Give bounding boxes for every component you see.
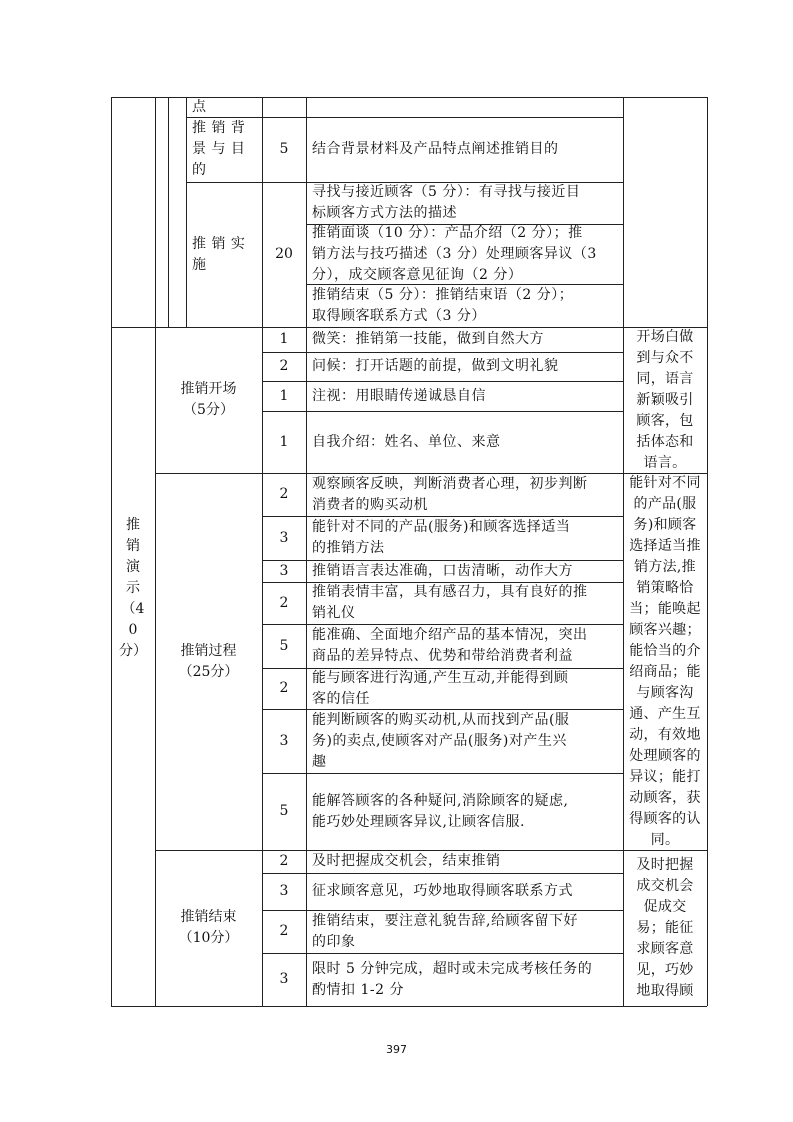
opening-note-line: 到与众不 <box>636 349 694 366</box>
table-border <box>262 97 263 1006</box>
opening-note-line: 开场白做 <box>636 328 694 345</box>
opening-row-desc <box>306 411 623 473</box>
process-row-desc-line: 能解答顾客的各种疑问,消除顾客的疑虑, <box>312 792 569 809</box>
process-row-desc-line: 能判断顾客的购买动机,从而找到产品(服 <box>312 711 570 728</box>
process-row-desc <box>306 624 623 668</box>
process-note-line: 与顾客沟 <box>636 684 694 701</box>
implementation-item-line: 标顾客方式方法的描述 <box>312 205 457 221</box>
closing-row-desc-line: 的印象 <box>312 933 356 950</box>
table-border <box>262 910 623 911</box>
table-border <box>262 381 623 382</box>
closing-note-line: 易；能征 <box>636 919 694 936</box>
closing-note <box>623 850 707 1006</box>
opening-note-line: 语言。 <box>643 454 687 471</box>
process-row-desc-line: 能巧妙处理顾客异议,让顾客信服. <box>312 813 525 830</box>
closing-row-desc-line: 酌情扣 1-2 分 <box>312 981 404 998</box>
process-row-desc <box>306 773 623 850</box>
opening-row-desc <box>306 327 623 352</box>
process-row-score <box>262 473 306 516</box>
item-implementation-score <box>262 182 306 327</box>
closing-note-line: 成交机会 <box>636 877 694 894</box>
item-implementation-name-line: 推 销 实 <box>192 235 246 252</box>
process-row-score <box>262 773 306 850</box>
closing-row-desc-line: 征求顾客意见，巧妙地取得顾客联系方式 <box>312 883 573 899</box>
implementation-item-line: 分），成交顾客意见征询（2 分） <box>312 266 523 283</box>
table-border <box>155 850 707 851</box>
process-note <box>623 473 707 850</box>
opening-row-score-line: 1 <box>279 331 289 347</box>
process-row-score-line: 3 <box>279 732 289 749</box>
table-border <box>186 97 187 327</box>
process-note-line: 处理顾客的 <box>629 747 701 764</box>
implementation-item-line: 销方法与技巧描述（3 分）处理顾客异议（3 <box>312 245 597 262</box>
demo-section-label-line: 示 <box>126 580 140 596</box>
process-row-score-line: 2 <box>279 594 289 611</box>
implementation-item-line: 寻找与接近顾客（5 分）：有寻找与接近目 <box>312 184 581 200</box>
demo-section-label-line: 分） <box>119 643 147 659</box>
process-row-score <box>262 624 306 668</box>
opening-row-desc-line: 问候：打开话题的前提，做到文明礼貌 <box>312 358 559 374</box>
closing-row-score <box>262 850 306 873</box>
opening-row-score-line: 1 <box>279 387 289 404</box>
process-group-name-line: （25分） <box>178 663 239 680</box>
opening-note-line: 括体态和 <box>636 433 694 450</box>
process-row-score <box>262 560 306 582</box>
closing-note-line: 见，巧妙 <box>636 961 694 978</box>
closing-row-desc-line: 限时 5 分钟完成，超时或未完成考核任务的 <box>312 960 593 977</box>
implementation-item-line: 推销结束（5 分）：推销结束语（2 分）； <box>312 286 574 303</box>
process-note-line: 同。 <box>650 831 680 848</box>
item-background-desc <box>306 117 623 182</box>
implementation-item-line: 推销面谈（10 分）：产品介绍（2 分）；推 <box>312 224 583 241</box>
process-note-line: 的产品(服 <box>633 495 697 512</box>
page-number: 397 <box>386 1043 407 1056</box>
closing-row-desc-line: 推销结束，要注意礼貌告辞,给顾客留下好 <box>312 912 578 929</box>
process-row-desc-line: 商品的差异特点、优势和带给消费者利益 <box>312 648 573 664</box>
opening-row-desc-line: 自我介绍：姓名、单位、来意 <box>312 433 501 450</box>
table-border <box>306 97 307 1006</box>
process-group-name <box>155 473 262 850</box>
item-background-name-line: 景 与 目 <box>192 141 246 157</box>
process-note-line: 动顾客，获 <box>629 789 701 806</box>
process-row-desc-line: 消费者的购买动机 <box>312 496 428 513</box>
table-border <box>707 97 708 1006</box>
demo-section-label-line: 推 <box>126 517 140 533</box>
table-border <box>262 352 623 353</box>
demo-section-label <box>111 327 155 850</box>
item-background-name-line: 推 销 背 <box>192 120 246 136</box>
opening-note-line: 新颖吸引 <box>636 391 694 408</box>
process-row-desc-line: 观察顾客反映，判断消费者心理，初步判断 <box>312 475 588 492</box>
process-row-desc <box>306 473 623 516</box>
process-note-line: 务)和顾客 <box>633 516 697 533</box>
opening-row-desc <box>306 381 623 411</box>
closing-row-score <box>262 953 306 1006</box>
process-note-line: 得顾客的认 <box>629 810 701 827</box>
closing-row-score-line: 2 <box>279 853 289 869</box>
process-row-desc-line: 趣 <box>312 753 327 770</box>
table-border <box>111 97 112 1006</box>
item-dian <box>186 97 262 117</box>
item-background-name <box>186 117 262 182</box>
process-note-line: 能恰当的介 <box>629 642 701 659</box>
closing-row-score-line: 2 <box>279 923 289 939</box>
process-row-score <box>262 516 306 560</box>
opening-row-desc-line: 注视：用眼睛传递诚恳自信 <box>312 387 486 404</box>
table-border <box>262 411 623 412</box>
process-row-score-line: 2 <box>279 486 289 502</box>
process-note-line: 通、产生互 <box>629 705 701 722</box>
table-border <box>262 873 623 874</box>
closing-row-score-line: 3 <box>279 971 289 987</box>
process-row-desc <box>306 516 623 560</box>
closing-group-name-line: （10分） <box>178 930 239 946</box>
process-row-desc-line: 推销语言表达准确，口齿清晰，动作大方 <box>312 562 573 579</box>
process-row-score-line: 5 <box>279 803 289 819</box>
item-implementation-name <box>186 182 262 327</box>
closing-note-line: 促成交 <box>643 898 687 915</box>
table-border <box>306 284 623 285</box>
opening-group-name-line: （5分） <box>183 402 234 418</box>
opening-row-desc <box>306 352 623 381</box>
table-border <box>262 560 623 561</box>
process-note-line: 销策略恰 <box>636 579 694 596</box>
table-border <box>111 327 707 328</box>
process-row-desc-line: 客的信任 <box>312 690 370 707</box>
process-row-desc-line: 务)的卖点,使顾客对产品(服务)对产生兴 <box>312 732 567 749</box>
process-row-score-line: 5 <box>279 637 289 654</box>
process-note-line: 顾客兴趣； <box>629 621 701 638</box>
opening-note-line: 同，语言 <box>636 370 694 387</box>
item-background-score-line: 5 <box>279 141 289 157</box>
table-border <box>186 117 623 118</box>
process-row-desc-line: 销礼仪 <box>312 605 356 621</box>
process-note-line: 动，有效地 <box>629 726 701 743</box>
table-border <box>262 516 623 517</box>
table-border <box>262 624 623 625</box>
table-border <box>155 97 156 1006</box>
process-row-score <box>262 668 306 709</box>
opening-row-score-line: 1 <box>279 433 289 450</box>
process-row-desc <box>306 582 623 624</box>
opening-row-score <box>262 352 306 381</box>
opening-row-score-line: 2 <box>279 358 289 374</box>
table-border <box>262 953 623 954</box>
table-border <box>623 97 624 1006</box>
table-border <box>155 473 707 474</box>
demo-section-label-line: 0 <box>128 622 138 638</box>
closing-row-score <box>262 873 306 910</box>
item-implementation-score-line: 20 <box>275 246 293 262</box>
opening-row-desc-line: 微笑：推销第一技能，做到自然大方 <box>312 331 544 347</box>
process-note-line: 销方法,推 <box>634 558 696 575</box>
closing-row-score-line: 3 <box>279 883 289 899</box>
process-row-desc <box>306 560 623 582</box>
process-row-score-line: 3 <box>279 562 289 579</box>
process-row-desc-line: 能针对不同的产品(服务)和顾客选择适当 <box>312 519 571 535</box>
closing-note-line: 及时把握 <box>636 856 694 873</box>
process-row-score <box>262 709 306 773</box>
opening-group-name <box>155 327 262 473</box>
process-row-score <box>262 582 306 624</box>
process-row-desc-line: 能准确、全面地介绍产品的基本情况，突出 <box>312 627 588 643</box>
demo-section-label-line: 销 <box>126 538 140 554</box>
process-note-line: 绍商品；能 <box>629 663 701 680</box>
table-border <box>262 709 623 710</box>
table-border <box>111 97 707 98</box>
opening-row-score <box>262 381 306 411</box>
opening-row-score <box>262 411 306 473</box>
opening-note-line: 顾客，包 <box>636 412 694 429</box>
closing-note-line: 地取得顾 <box>636 982 694 999</box>
implementation-item-line: 取得顾客联系方式（3 分） <box>312 307 486 324</box>
closing-group-name-line: 推销结束 <box>180 909 237 925</box>
table-border <box>168 97 169 327</box>
process-row-score-line: 3 <box>279 529 289 546</box>
process-row-desc-line: 的推销方法 <box>312 540 385 556</box>
item-dian-line: 点 <box>192 98 207 115</box>
closing-row-desc-line: 及时把握成交机会，结束推销 <box>312 853 501 869</box>
process-note-line: 异议；能打 <box>629 768 701 785</box>
opening-group-name-line: 推销开场 <box>180 381 237 397</box>
table-border <box>262 668 623 669</box>
demo-section-label-line: 演 <box>126 559 140 575</box>
table-border <box>262 773 623 774</box>
closing-group-name <box>155 850 262 1006</box>
process-group-name-line: 推销过程 <box>180 642 237 659</box>
opening-note <box>623 327 707 473</box>
implementation-item <box>306 284 623 327</box>
item-background-desc-line: 结合背景材料及产品特点阐述推销目的 <box>312 141 559 157</box>
table-border <box>111 1006 707 1007</box>
closing-row-desc <box>306 910 623 953</box>
opening-row-score <box>262 327 306 352</box>
process-row-desc-line: 推销表情丰富，具有感召力，具有良好的推 <box>312 584 588 600</box>
implementation-item <box>306 224 623 284</box>
closing-row-desc <box>306 850 623 873</box>
process-note-line: 选择适当推 <box>629 537 701 554</box>
process-row-desc-line: 能与顾客进行沟通,产生互动,并能得到顾 <box>312 669 569 686</box>
item-background-score <box>262 117 306 182</box>
process-note-line: 当；能唤起 <box>629 600 701 617</box>
closing-row-desc <box>306 953 623 1006</box>
item-implementation-name-line: 施 <box>192 256 207 273</box>
demo-section-label-line: （4 <box>121 601 145 617</box>
table-border <box>262 582 623 583</box>
process-row-score-line: 2 <box>279 680 289 696</box>
table-border <box>306 224 623 225</box>
closing-row-score <box>262 910 306 953</box>
closing-row-desc <box>306 873 623 910</box>
closing-note-line: 求顾客意 <box>636 940 694 957</box>
table-border <box>186 182 623 183</box>
item-background-name-line: 的 <box>192 162 207 178</box>
process-row-desc <box>306 709 623 773</box>
process-note-line: 能针对不同 <box>629 474 701 491</box>
implementation-item <box>306 182 623 224</box>
process-row-desc <box>306 668 623 709</box>
